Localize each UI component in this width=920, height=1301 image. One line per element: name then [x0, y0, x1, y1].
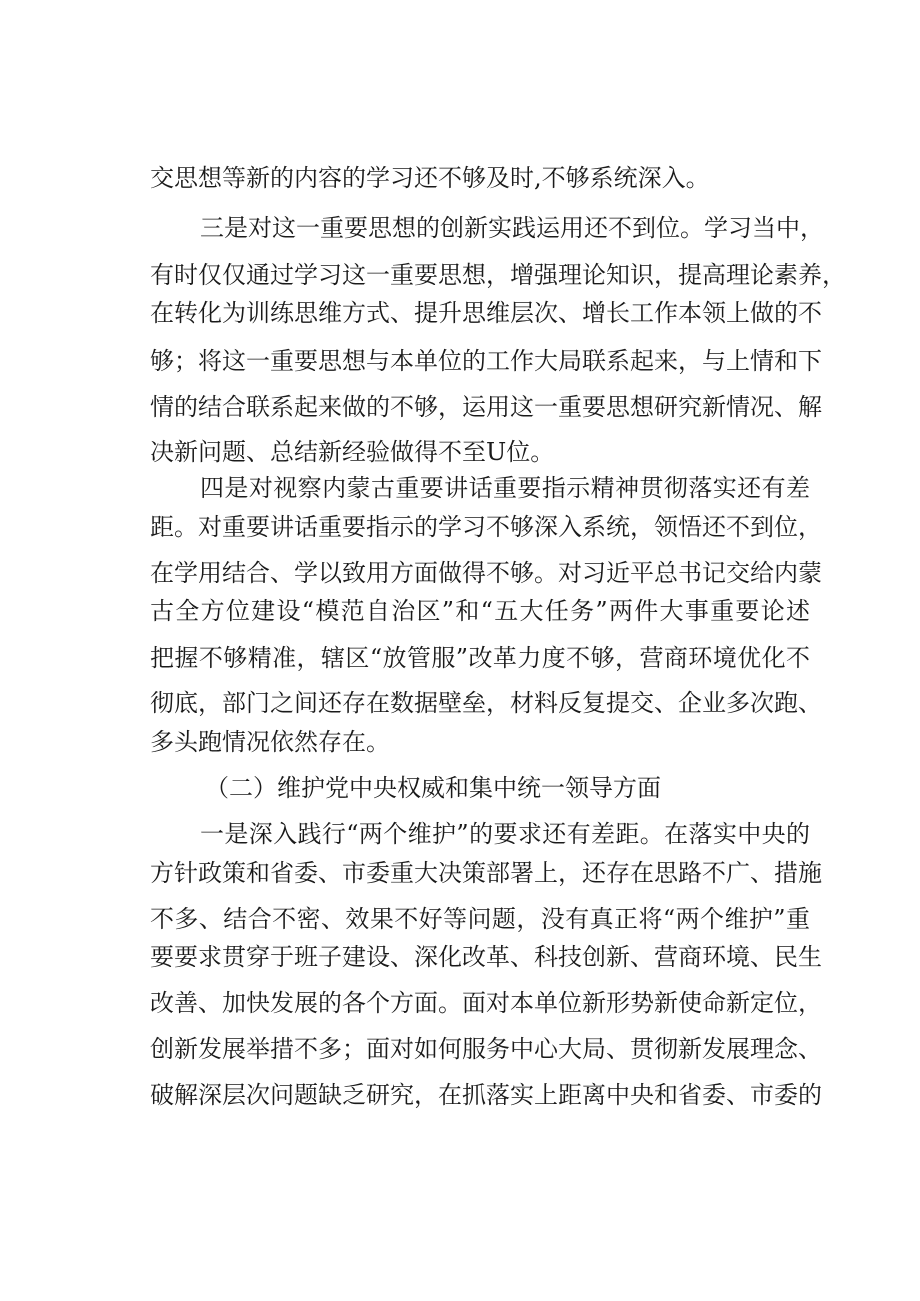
- paragraph-line: 创新发展举措不多；面对如何服务中心大局、贯彻新发展理念、: [150, 1035, 822, 1063]
- section-heading: （二）维护党中央权威和集中统一领导方面: [205, 774, 661, 802]
- paragraph-line: 决新问题、总结新经验做得不至U位。: [150, 438, 555, 466]
- paragraph-line: 一是深入践行“两个维护”的要求还有差距。在落实中央的: [200, 820, 810, 848]
- paragraph-line: 改善、加快发展的各个方面。面对本单位新形势新使命新定位，: [150, 989, 822, 1017]
- paragraph-line: 把握不够精准，辖区“放管服”改革力度不够，营商环境优化不: [150, 644, 810, 672]
- paragraph-line: 四是对视察内蒙古重要讲话重要指示精神贯彻落实还有差: [200, 474, 810, 502]
- paragraph-line: 彻底，部门之间还存在数据壁垒，材料反复提交、企业多次跑、: [150, 689, 822, 717]
- paragraph-line: 在转化为训练思维方式、提升思维层次、增长工作本领上做的不: [150, 299, 822, 327]
- paragraph-line: 距。对重要讲话重要指示的学习不够深入系统，领悟还不到位，: [150, 513, 822, 541]
- paragraph-line: 够；将这一重要思想与本单位的工作大局联系起来，与上情和下: [150, 347, 822, 375]
- paragraph-line: 不多、结合不密、效果不好等问题，没有真正将“两个维护”重: [150, 905, 810, 933]
- paragraph-line: 交思想等新的内容的学习还不够及时,不够系统深入。: [150, 164, 710, 192]
- paragraph-line: 情的结合联系起来做的不够，运用这一重要思想研究新情况、解: [150, 393, 822, 421]
- paragraph-line: 在学用结合、学以致用方面做得不够。对习近平总书记交给内蒙: [150, 559, 822, 587]
- paragraph-line: 有时仅仅通过学习这一重要思想，增强理论知识，提高理论素养，: [150, 261, 846, 289]
- paragraph-line: 破解深层次问题缺乏研究，在抓落实上距离中央和省委、市委的: [150, 1081, 822, 1109]
- paragraph-line: 古全方位建设“模范自治区”和“五大任务”两件大事重要论述: [150, 597, 810, 625]
- paragraph-line: 要要求贯穿于班子建设、深化改革、科技创新、营商环境、民生: [150, 943, 822, 971]
- paragraph-line: 多头跑情况依然存在。: [150, 728, 390, 756]
- paragraph-line: 三是对这一重要思想的创新实践运用还不到位。学习当中，: [200, 214, 824, 242]
- paragraph-line: 方针政策和省委、市委重大决策部署上，还存在思路不广、措施: [150, 859, 822, 887]
